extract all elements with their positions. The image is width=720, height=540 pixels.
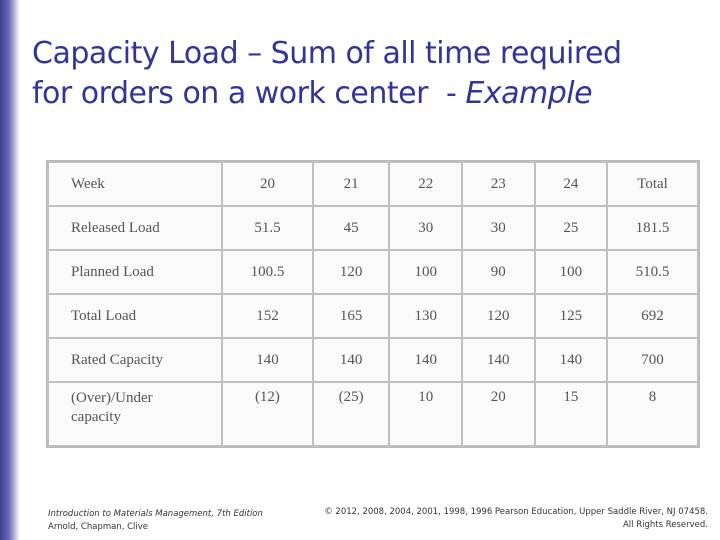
- table-header-row: [48, 162, 698, 206]
- capacity-load-table: [47, 161, 699, 447]
- table-cell: 51.5: [222, 206, 313, 250]
- footer-authors: Arnold, Chapman, Clive: [48, 522, 149, 532]
- table-cell: 20: [462, 382, 535, 446]
- footer-book-info: [48, 508, 308, 534]
- table-cell: 15: [535, 382, 608, 446]
- row-label-line-2: capacity: [71, 409, 121, 425]
- table-cell: 10: [389, 382, 462, 446]
- header-label: Week: [48, 162, 222, 206]
- footer-copyright-block: [288, 506, 708, 532]
- table-row: [48, 338, 698, 382]
- table-cell: 140: [313, 338, 390, 382]
- footer-rights: All Rights Reserved.: [622, 520, 708, 530]
- row-label: Planned Load: [48, 250, 222, 294]
- table-cell: (25): [313, 382, 390, 446]
- title-line-2: [32, 74, 702, 114]
- table-row: [48, 294, 698, 338]
- table-row: [48, 382, 698, 446]
- table-cell: (12): [222, 382, 313, 446]
- table-cell: 510.5: [607, 250, 698, 294]
- table-cell: 30: [462, 206, 535, 250]
- footer-copyright: © 2012, 2008, 2004, 2001, 1998, 1996 Pearson Education, Upper Saddle River, NJ 07458.: [324, 507, 708, 517]
- table-cell: 692: [607, 294, 698, 338]
- header-cell: 23: [462, 162, 535, 206]
- footer-book-title: Introduction to Materials Management, 7th Edition: [48, 509, 263, 519]
- table-cell: 120: [462, 294, 535, 338]
- table-cell: 140: [389, 338, 462, 382]
- title-example: Example: [465, 76, 593, 111]
- table-cell: 700: [607, 338, 698, 382]
- table-cell: 90: [462, 250, 535, 294]
- title-line-2-text: for orders on a work center: [32, 76, 428, 111]
- table-cell: 100: [389, 250, 462, 294]
- header-cell: 21: [313, 162, 390, 206]
- table-cell: 8: [607, 382, 698, 446]
- table-cell: 140: [535, 338, 608, 382]
- table-cell: 125: [535, 294, 608, 338]
- header-cell: 22: [389, 162, 462, 206]
- title-line-1: Capacity Load – Sum of all time required: [32, 36, 622, 71]
- table-cell: 120: [313, 250, 390, 294]
- table-row: [48, 250, 698, 294]
- capacity-table-container: [46, 160, 700, 448]
- header-cell: 20: [222, 162, 313, 206]
- table-cell: 25: [535, 206, 608, 250]
- table-row: [48, 206, 698, 250]
- table-cell: 152: [222, 294, 313, 338]
- header-cell: Total: [607, 162, 698, 206]
- table-cell: 100.5: [222, 250, 313, 294]
- row-label-line-1: (Over)/Under: [71, 390, 153, 406]
- table-cell: 140: [462, 338, 535, 382]
- table-cell: 100: [535, 250, 608, 294]
- table-cell: 140: [222, 338, 313, 382]
- row-label: Total Load: [48, 294, 222, 338]
- header-cell: 24: [535, 162, 608, 206]
- row-label: Released Load: [48, 206, 222, 250]
- table-cell: 30: [389, 206, 462, 250]
- row-label: [48, 382, 222, 446]
- title-dash: -: [427, 76, 466, 111]
- table-cell: 165: [313, 294, 390, 338]
- slide-title: [32, 34, 702, 114]
- row-label: Rated Capacity: [48, 338, 222, 382]
- decorative-side-bar: [0, 0, 20, 540]
- table-cell: 130: [389, 294, 462, 338]
- table-cell: 45: [313, 206, 390, 250]
- table-cell: 181.5: [607, 206, 698, 250]
